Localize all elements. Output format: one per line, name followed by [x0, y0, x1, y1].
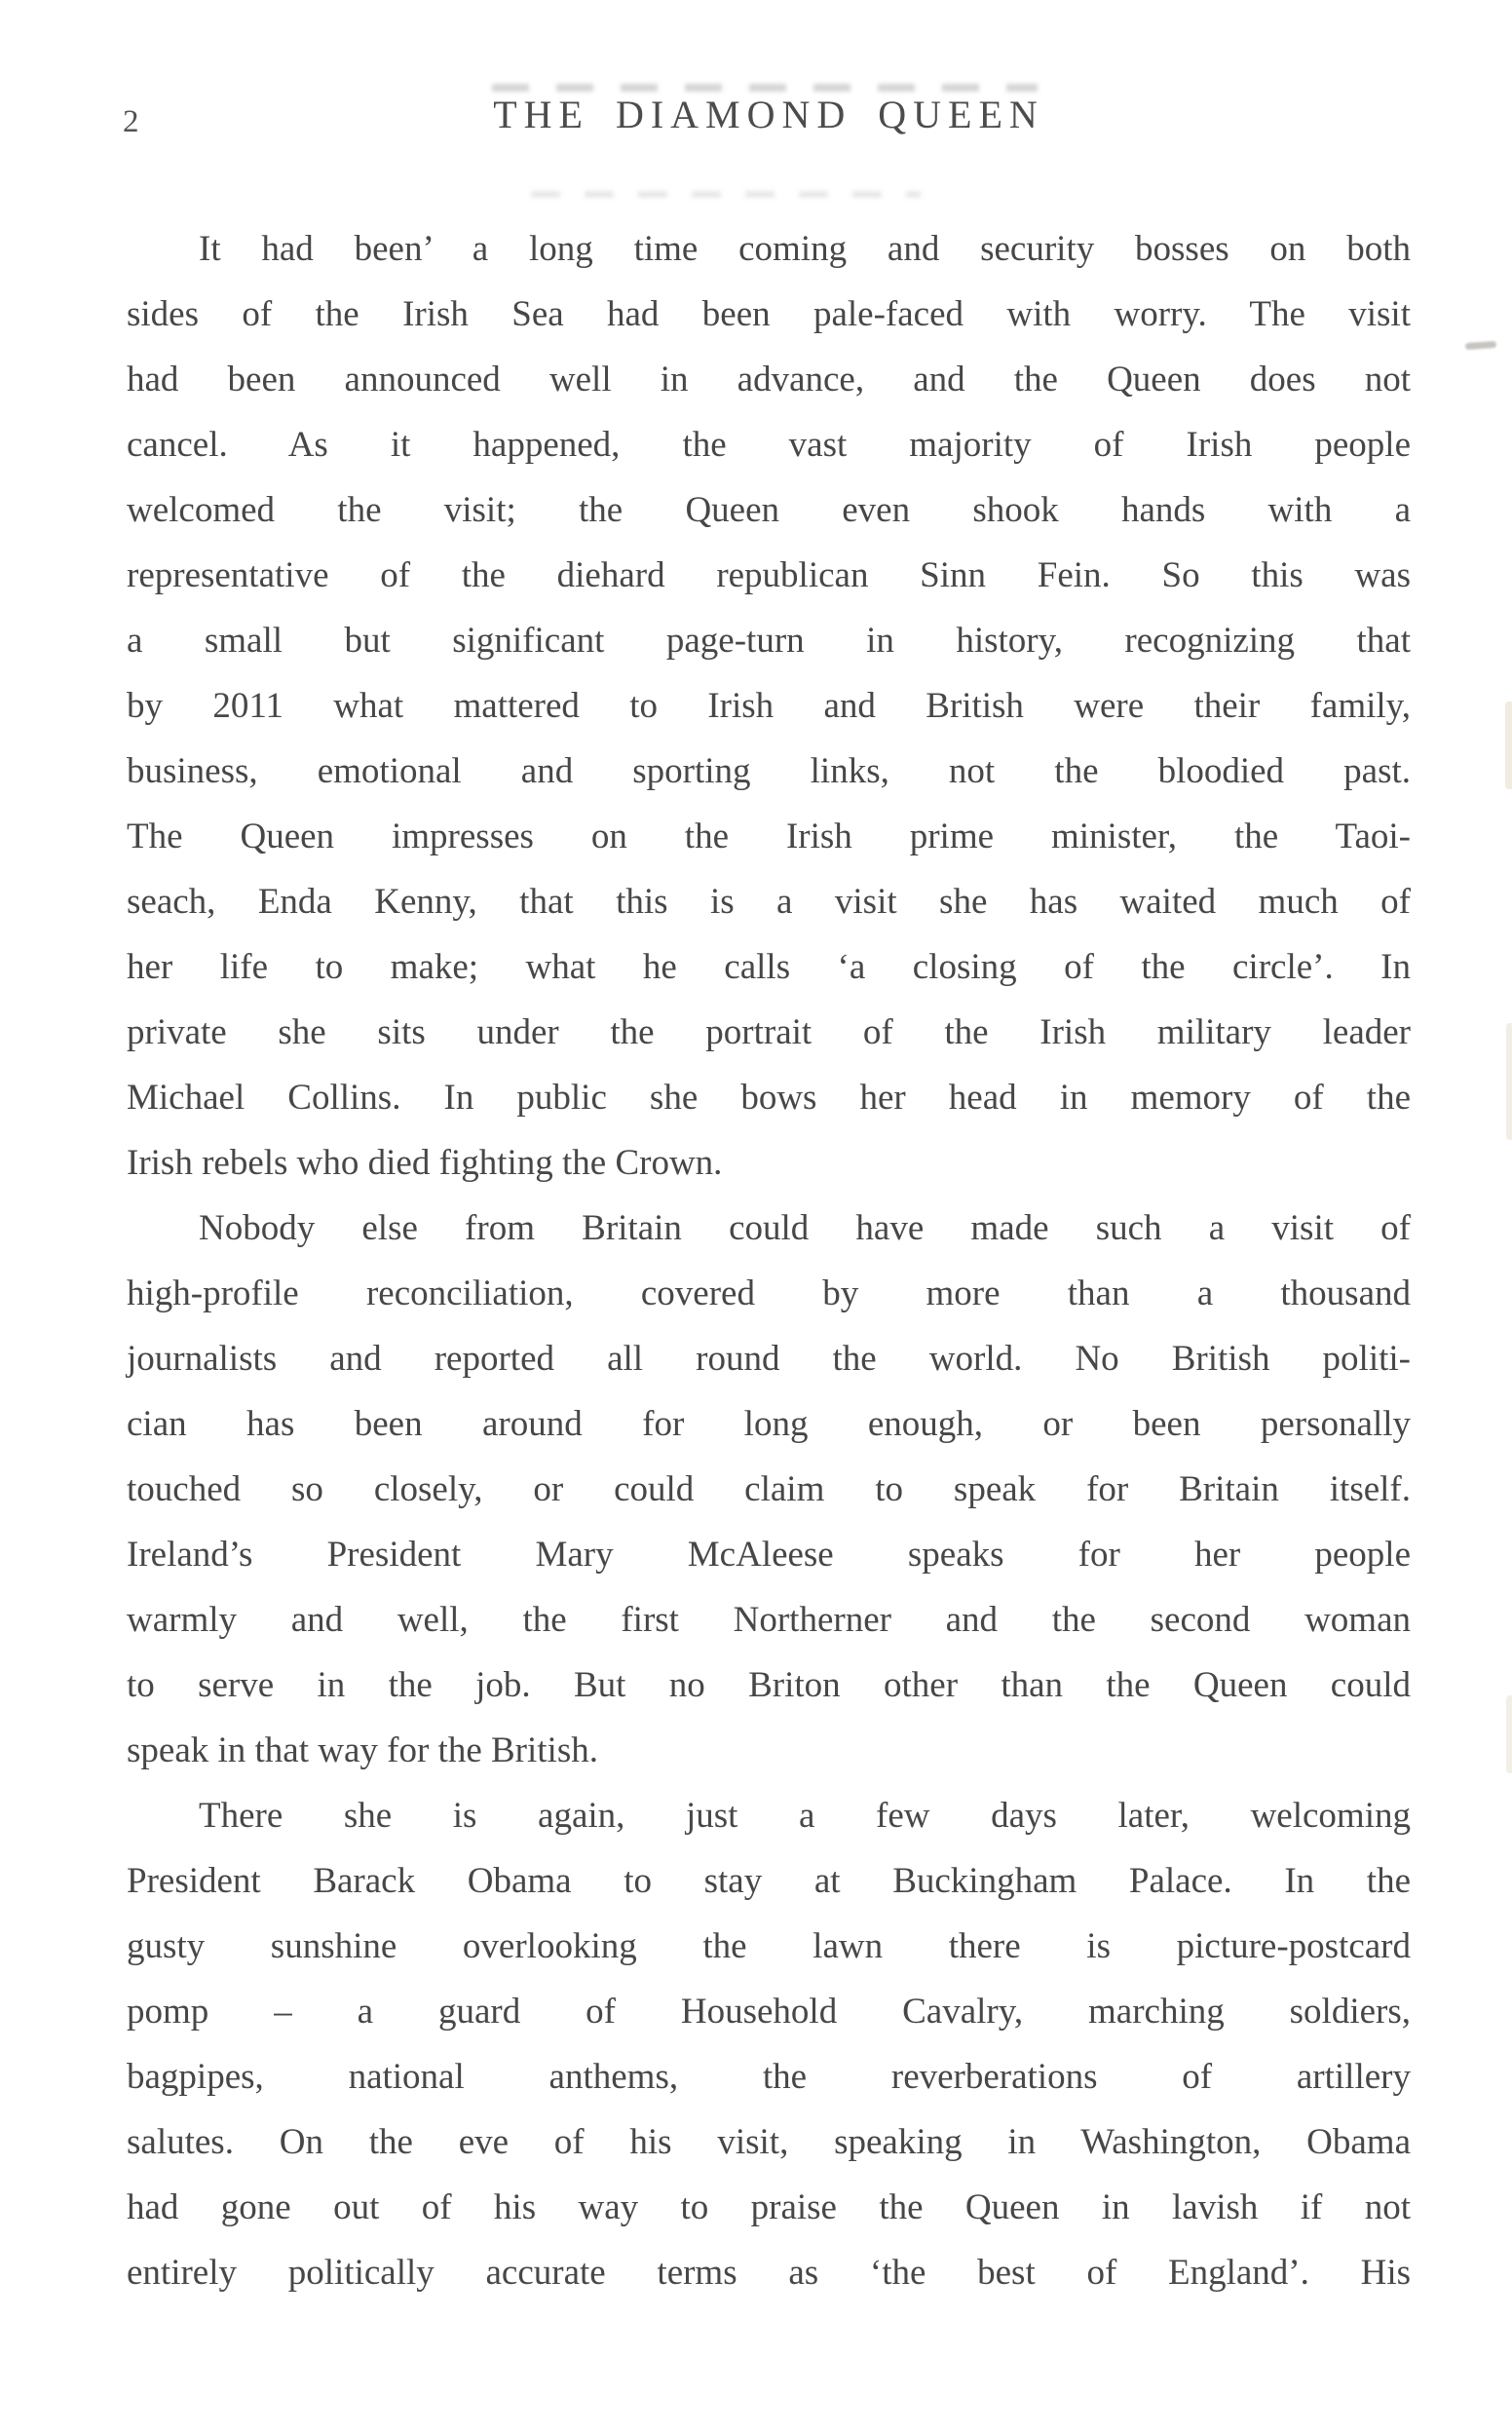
page-number: 2: [123, 104, 139, 139]
text-line: Michael Collins. In public she bows her head in memory of the: [127, 1078, 1411, 1118]
text-line: welcomed the visit; the Queen even shook hands with a: [127, 490, 1411, 530]
text-line: There she is again, just a few days later, welcoming: [199, 1796, 1411, 1836]
scan-margin-smudge: [1465, 341, 1496, 350]
text-line: to serve in the job. But no Briton other than the Queen could: [127, 1665, 1411, 1705]
text-line: pomp – a guard of Household Cavalry, marching soldiers,: [127, 1992, 1411, 2032]
body-text: [127, 216, 1411, 2305]
text-line: had gone out of his way to praise the Queen in lavish if not: [127, 2187, 1411, 2227]
text-line: Ireland’s President Mary McAleese speaks for her people: [127, 1535, 1411, 1575]
scan-edge-mark: [1505, 702, 1512, 789]
text-line: bagpipes, national anthems, the reverberations of artillery: [127, 2057, 1411, 2097]
text-line: sides of the Irish Sea had been pale-faced with worry. The visit: [127, 294, 1411, 334]
text-line: speak in that way for the British.: [127, 1730, 598, 1770]
scan-edge-mark: [1506, 1695, 1512, 1773]
text-line: had been announced well in advance, and the Queen does not: [127, 360, 1411, 399]
text-line: journalists and reported all round the world. No British politi-: [127, 1339, 1411, 1379]
text-line: representative of the diehard republican Sinn Fein. So this was: [127, 555, 1411, 595]
scan-edge-mark: [1506, 1023, 1512, 1140]
text-line: her life to make; what he calls ‘a closing of the circle’. In: [127, 947, 1411, 987]
text-line: salutes. On the eve of his visit, speaking in Washington, Obama: [127, 2122, 1411, 2162]
text-line: Irish rebels who died fighting the Crown.: [127, 1143, 723, 1183]
running-title: THE DIAMOND QUEEN: [493, 93, 1044, 136]
text-line: private she sits under the portrait of the Irish military leader: [127, 1012, 1411, 1052]
text-line: cancel. As it happened, the vast majority of Irish people: [127, 425, 1411, 465]
text-line: Nobody else from Britain could have made such a visit of: [199, 1208, 1411, 1248]
scan-ghost-streak: [492, 84, 1038, 92]
page-header: [123, 92, 1411, 142]
text-line: a small but significant page-turn in history, recognizing that: [127, 621, 1411, 661]
text-line: by 2011 what mattered to Irish and British were their family,: [127, 686, 1411, 726]
text-line: high-profile reconciliation, covered by more than a thousand: [127, 1273, 1411, 1313]
text-line: business, emotional and sporting links, not the bloodied past.: [127, 751, 1411, 791]
text-line: President Barack Obama to stay at Buckingham Palace. In the: [127, 1861, 1411, 1901]
text-line: cian has been around for long enough, or been personally: [127, 1404, 1411, 1444]
text-line: seach, Enda Kenny, that this is a visit she has waited much of: [127, 882, 1411, 922]
text-line: It had been’ a long time coming and security bosses on both: [199, 229, 1411, 269]
text-line: touched so closely, or could claim to speak for Britain itself.: [127, 1469, 1411, 1509]
text-line: gusty sunshine overlooking the lawn there is picture-postcard: [127, 1926, 1411, 1966]
text-line: warmly and well, the first Northerner and the second woman: [127, 1600, 1411, 1640]
scan-ghost-streak: [531, 191, 921, 198]
text-line: entirely politically accurate terms as ‘the best of England’. His: [127, 2253, 1411, 2293]
text-line: The Queen impresses on the Irish prime minister, the Taoi-: [127, 817, 1411, 856]
